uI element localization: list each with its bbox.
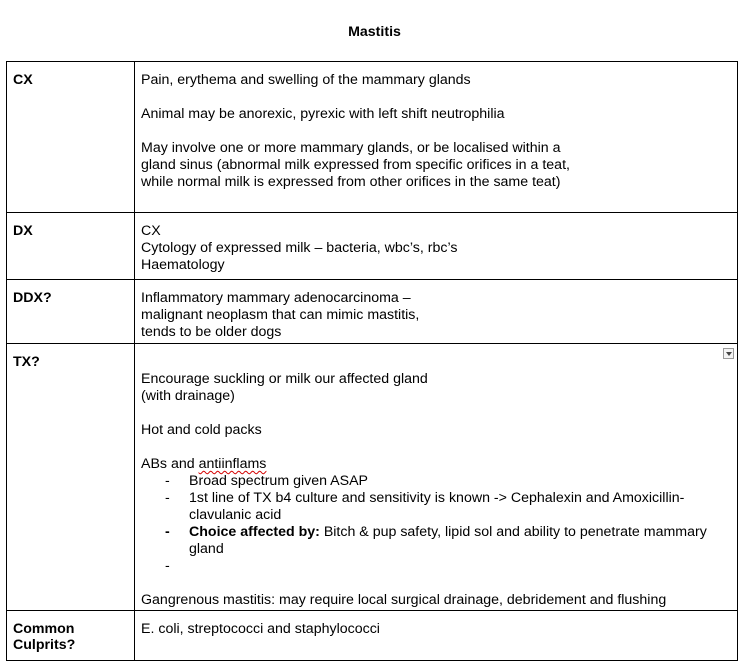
table-row-cx (7, 62, 738, 213)
row-content-ddx[interactable] (135, 280, 738, 344)
tx-bullet-3-text: Bitch & pup safety, lipid sol and ability to penetrate mammary gland (189, 524, 707, 557)
table-row-tx (7, 344, 738, 611)
row-content-dx[interactable] (135, 213, 738, 280)
tx-abs-line (141, 456, 731, 473)
notes-table (6, 61, 738, 661)
dx-line-3: Haematology (141, 257, 225, 273)
dx-line-1: CX (141, 223, 161, 239)
cx-paragraph-3-line-3: while normal milk is expressed from other orifices in the same teat) (141, 174, 561, 190)
cx-paragraph-3-line-2: gland sinus (abnormal milk expressed from specific orifices in a teat, (141, 157, 570, 173)
cx-paragraph-3-line-1: May involve one or more mammary glands, or be localised within a (141, 140, 561, 156)
list-item (165, 473, 731, 490)
dash-bullet: - (165, 490, 170, 506)
dash-bullet: - (165, 558, 170, 574)
table-row-ddx (7, 280, 738, 344)
culprits-label-line-2: Culprits? (13, 637, 76, 653)
cell-dropdown-icon[interactable] (723, 348, 734, 359)
table-row-culprits (7, 611, 738, 661)
dx-line-2: Cytology of expressed milk – bacteria, wbc’s, rbc’s (141, 240, 458, 256)
culprits-text: E. coli, streptococci and staphylococci (141, 621, 380, 637)
tx-bullet-list (141, 473, 731, 575)
spellcheck-word[interactable]: antiinflams (198, 456, 267, 472)
tx-bullet-3-bold: Choice affected by: (189, 524, 320, 540)
tx-bullet-1: Broad spectrum given ASAP (189, 473, 369, 489)
table-row-dx (7, 213, 738, 280)
tx-line-3: Hot and cold packs (141, 422, 262, 438)
row-label-dx: DX (7, 213, 135, 280)
ddx-line-1: Inflammatory mammary adenocarcinoma – (141, 290, 411, 306)
tx-gangrenous-line: Gangrenous mastitis: may require local surgical drainage, debridement and flushing (141, 592, 667, 608)
ddx-line-2: malignant neoplasm that can mimic mastitis, (141, 307, 420, 323)
tx-abs-prefix: ABs and (141, 456, 199, 472)
tx-line-2: (with drainage) (141, 388, 235, 404)
list-item (165, 490, 731, 524)
row-label-ddx: DDX? (7, 280, 135, 344)
row-content-tx[interactable] (135, 344, 738, 611)
row-label-culprits (7, 611, 135, 661)
list-item (165, 524, 731, 558)
row-label-tx: TX? (7, 344, 135, 611)
row-label-cx: CX (7, 62, 135, 213)
document-title: Mastitis (348, 24, 401, 40)
cx-paragraph-1: Pain, erythema and swelling of the mammary glands (141, 72, 471, 88)
culprits-label-line-1: Common (13, 621, 75, 637)
tx-bullet-2: 1st line of TX b4 culture and sensitivity is known -> Cephalexin and Amoxicillin-clavulanic acid (189, 490, 685, 523)
dash-bullet: - (165, 524, 170, 540)
row-content-culprits[interactable] (135, 611, 738, 661)
dash-bullet: - (165, 473, 170, 489)
cx-paragraph-2: Animal may be anorexic, pyrexic with left shift neutrophilia (141, 106, 505, 122)
ddx-line-3: tends to be older dogs (141, 324, 282, 340)
tx-line-1: Encourage suckling or milk our affected gland (141, 371, 428, 387)
list-item (165, 558, 731, 575)
row-content-cx[interactable] (135, 62, 738, 213)
